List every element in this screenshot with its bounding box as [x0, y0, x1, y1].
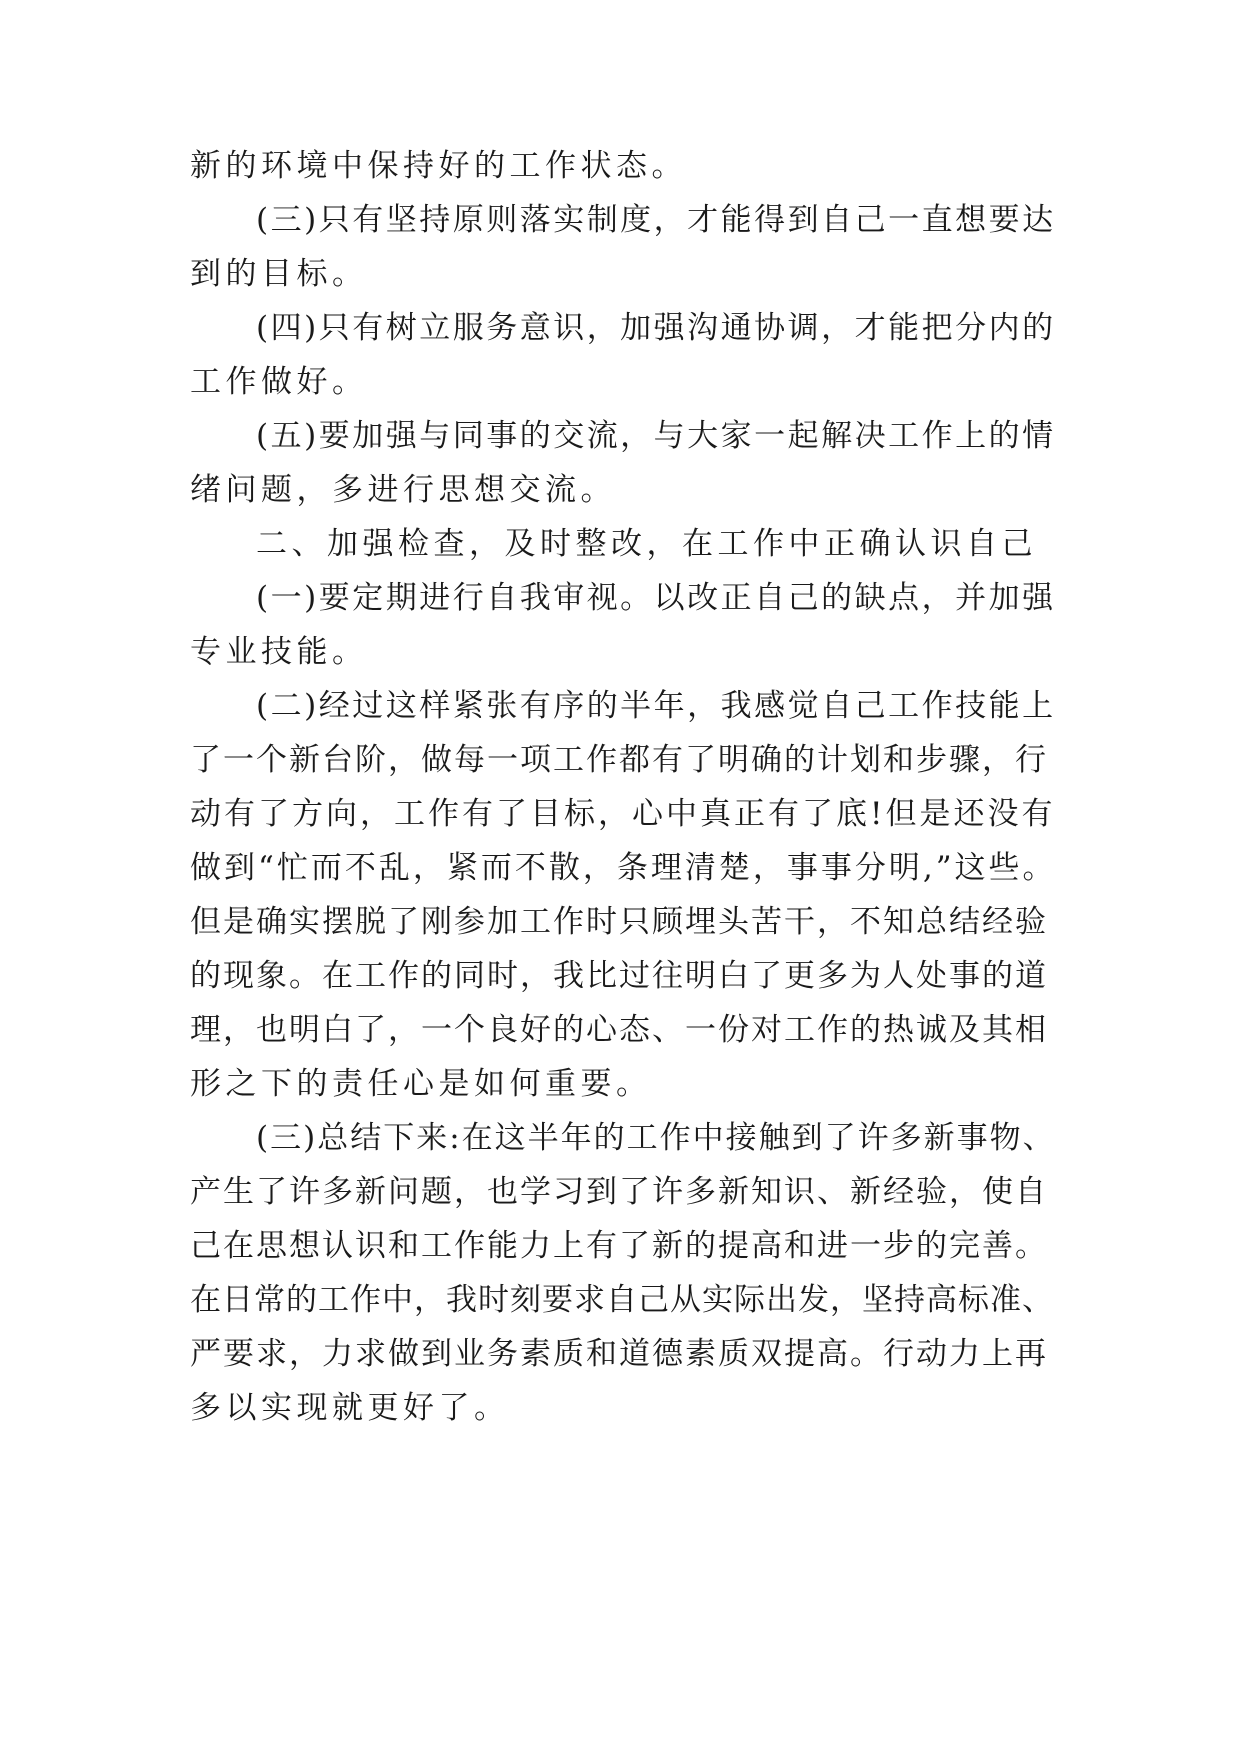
- text-line-17: 理，也明白了，一个良好的心态、一份对工作的热诚及其相: [190, 1012, 1048, 1048]
- text-line-14: 做到“忙而不乱，紧而不散，条理清楚，事事分明,”这些。: [190, 850, 1057, 886]
- text-line-15: 但是确实摆脱了刚参加工作时只顾埋头苦干，不知总结经验: [190, 904, 1048, 940]
- text-line-20: 产生了许多新问题，也学习到了许多新知识、新经验，使自: [190, 1174, 1048, 1210]
- text-line-12: 了一个新台阶，做每一项工作都有了明确的计划和步骤，行: [190, 742, 1048, 778]
- text-line-1: 新的环境中保持好的工作状态。: [190, 148, 687, 184]
- text-line-22: 在日常的工作中，我时刻要求自己从实际出发，坚持高标准、: [190, 1282, 1054, 1318]
- text-line-21: 己在思想认识和工作能力上有了新的提高和进一步的完善。: [190, 1228, 1048, 1264]
- text-line-3: 到的目标。: [190, 256, 368, 292]
- text-line-24: 多以实现就更好了。: [190, 1390, 510, 1426]
- text-line-19: (三)总结下来:在这半年的工作中接触到了许多新事物、: [256, 1120, 1056, 1156]
- text-line-13: 动有了方向，工作有了目标，心中真正有了底!但是还没有: [190, 796, 1056, 832]
- text-line-16: 的现象。在工作的同时，我比过往明白了更多为人处事的道: [190, 958, 1048, 994]
- text-line-18: 形之下的责任心是如何重要。: [190, 1066, 652, 1102]
- text-line-10: 专业技能。: [190, 634, 368, 670]
- text-line-23: 严要求，力求做到业务素质和道德素质双提高。行动力上再: [190, 1336, 1048, 1372]
- text-line-6: (五)要加强与同事的交流，与大家一起解决工作上的情: [256, 418, 1056, 454]
- text-line-2: (三)只有坚持原则落实制度，才能得到自己一直想要达: [256, 202, 1056, 238]
- text-line-11: (二)经过这样紧张有序的半年，我感觉自己工作技能上: [256, 688, 1056, 724]
- text-line-5: 工作做好。: [190, 364, 368, 400]
- text-line-9: (一)要定期进行自我审视。以改正自己的缺点，并加强: [256, 580, 1056, 616]
- text-line-4: (四)只有树立服务意识，加强沟通协调，才能把分内的: [256, 310, 1056, 346]
- text-line-7: 绪问题，多进行思想交流。: [190, 472, 616, 508]
- section-heading-2: 二、加强检查，及时整改，在工作中正确认识自己: [256, 526, 1037, 562]
